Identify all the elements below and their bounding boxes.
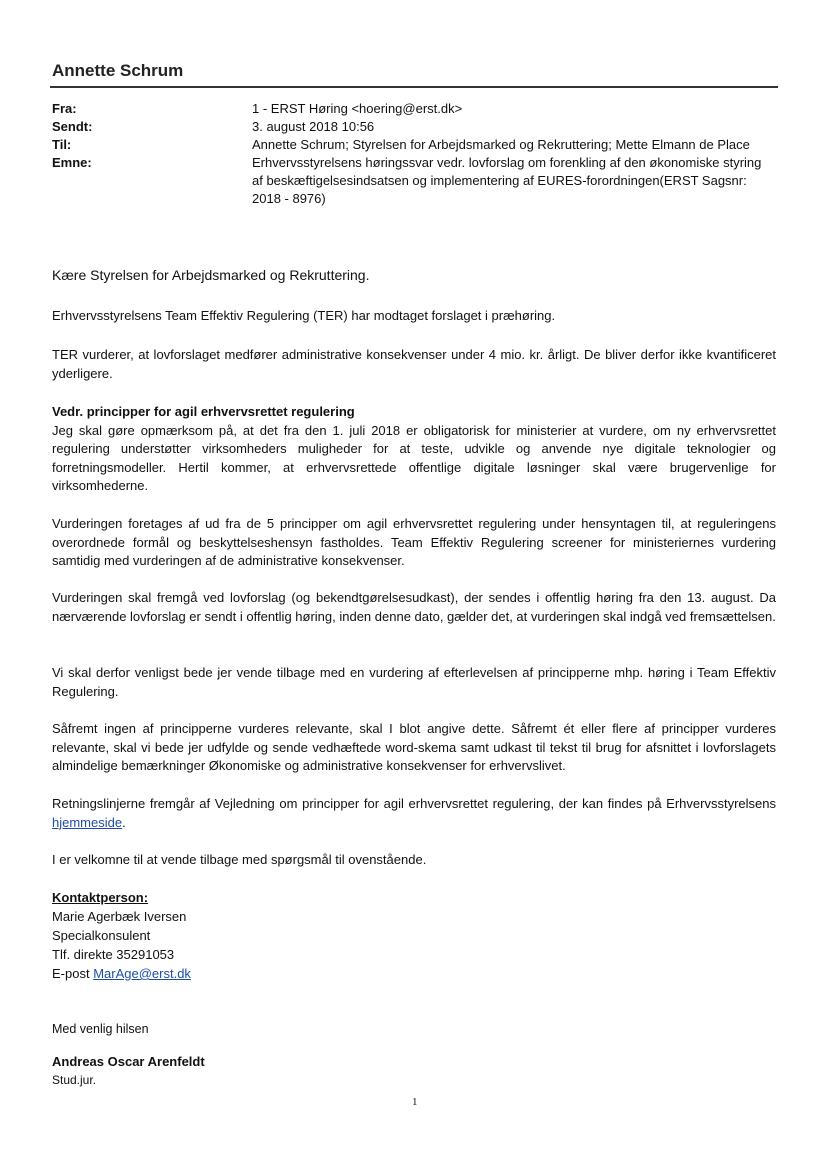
- to-row: [52, 136, 778, 154]
- subject-label: Emne:: [52, 155, 92, 170]
- recipient-name: Annette Schrum: [52, 61, 184, 80]
- subject-value: Erhvervsstyrelsens høringssvar vedr. lovforslag om forenkling af den økonomiske styring af beskæftigelsesindsatsen og implementering af EURES-forordningen(ERST Sagsnr: 2018 - 8976): [252, 155, 762, 206]
- email-header: [52, 100, 778, 208]
- contact-phone: Tlf. direkte 35291053: [52, 947, 175, 962]
- contact-email-label: E-post: [52, 966, 90, 981]
- from-row: [52, 100, 778, 118]
- paragraph-5: Vurderingen skal fremgå ved lovforslag (og bekendtgørelsesudkast), der sendes i offentlig høring fra den 13. august. Da nærværende lovforslag er sendt i offentlig høring, inden denne dato, gælder det, at vurderingen skal indgå ved fremsættelsen.: [52, 590, 776, 624]
- subject-row: [52, 154, 778, 208]
- paragraph-6: Vi skal derfor venligst bede jer vende tilbage med en vurdering af efterlevelsen af principperne mhp. høring i Team Effektiv Regulering.: [52, 665, 776, 699]
- section-heading: Vedr. principper for agil erhvervsrettet regulering: [52, 404, 355, 419]
- paragraph-4: Vurderingen foretages af ud fra de 5 principper om agil erhvervsrettet regulering under hensyntagen til, at reguleringens overordnede formål og beskyttelseshensyn fastholdes. Team Effektiv Regulering screener for ministeriernes vurdering samtidig med vurderingen af de administrative konsekvenser.: [52, 516, 776, 568]
- sent-value: 3. august 2018 10:56: [252, 119, 375, 134]
- to-value: Annette Schrum; Styrelsen for Arbejdsmarked og Rekruttering; Mette Elmann de Place: [252, 137, 750, 152]
- section-block: [52, 403, 776, 496]
- paragraph-7: Såfremt ingen af principperne vurderes relevante, skal I blot angive dette. Såfremt ét eller flere af principper vurderes relevante, skal vi bede jer udfylde og sende vedhæftede word-skema samt udkast til tekst til brug for afsnittet i lovforslagets almindelige bemærkninger Økonomiske og administrative konsekvenser for erhvervslivet.: [52, 721, 776, 773]
- sent-row: [52, 118, 778, 136]
- paragraph-2: TER vurderer, at lovforslaget medfører administrative konsekvenser under 4 mio. kr. årligt. De bliver derfor ikke kvantificeret yderligere.: [52, 347, 776, 381]
- paragraph-8: [52, 795, 776, 832]
- greeting: Kære Styrelsen for Arbejdsmarked og Rekruttering.: [52, 267, 370, 283]
- signature-name: Andreas Oscar Arenfeldt: [52, 1054, 205, 1069]
- signature-title: Stud.jur.: [52, 1073, 97, 1087]
- from-label: Fra:: [52, 101, 77, 116]
- contact-email-row: [52, 964, 191, 983]
- contact-email-link[interactable]: MarAge@erst.dk: [93, 966, 191, 981]
- contact-name: Marie Agerbæk Iversen: [52, 909, 187, 924]
- closing: Med venlig hilsen: [52, 1022, 149, 1036]
- paragraph-8-text: Retningslinjerne fremgår af Vejledning om principper for agil erhvervsrettet regulering, der kan findes på Erhvervsstyrelsens: [52, 796, 776, 811]
- homepage-link[interactable]: hjemmeside: [52, 814, 123, 830]
- from-value: 1 - ERST Høring <hoering@erst.dk>: [252, 101, 463, 116]
- paragraph-9: I er velkomne til at vende tilbage med spørgsmål til ovenstående.: [52, 852, 427, 867]
- title-divider: [50, 86, 778, 88]
- paragraph-3: Jeg skal gøre opmærksom på, at det fra den 1. juli 2018 er obligatorisk for ministerier at vurdere, om ny erhvervsrettet regulering understøtter virksomheders muligheder for at teste, udvikle og anvende nye digitale teknologier og forretningsmodeller. Hertil kommer, at erhvervsrettede offentlige digitale løsninger skal være brugervenlige for virksomhederne.: [52, 422, 776, 493]
- contact-heading: Kontaktperson:: [52, 890, 149, 905]
- paragraph-8-end: .: [122, 814, 126, 830]
- sent-label: Sendt:: [52, 119, 93, 134]
- page-number: 1: [412, 1096, 418, 1108]
- contact-block: [52, 888, 191, 983]
- paragraph-1: Erhvervsstyrelsens Team Effektiv Regulering (TER) har modtaget forslaget i præhøring.: [52, 308, 556, 323]
- contact-title: Specialkonsulent: [52, 928, 151, 943]
- to-label: Til:: [52, 137, 72, 152]
